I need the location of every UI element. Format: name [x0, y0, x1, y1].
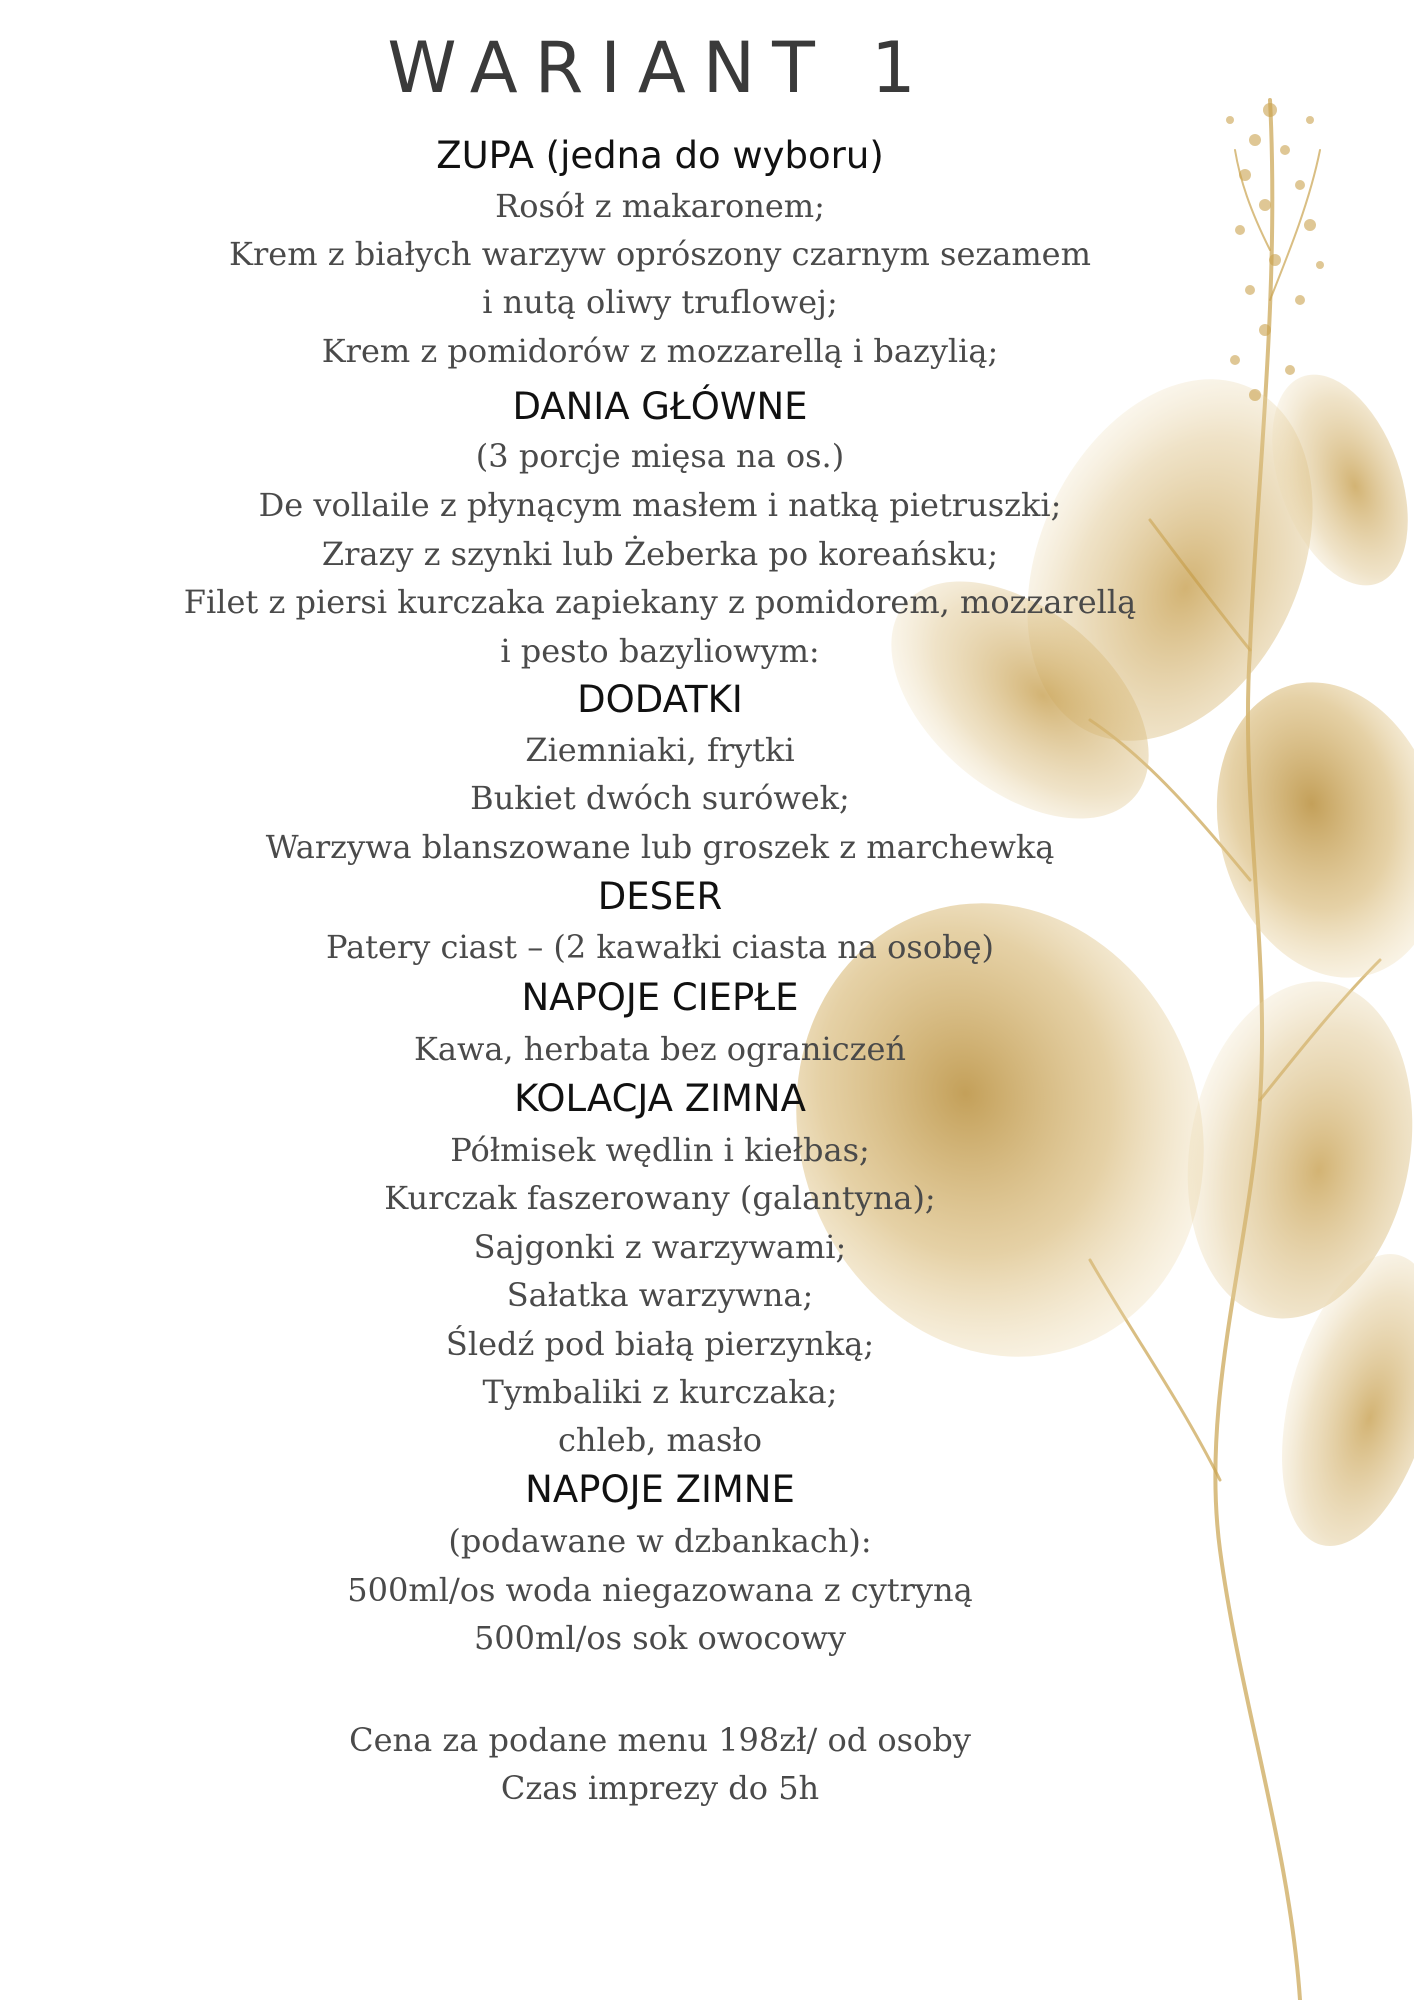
menu-item: Sajgonki z warzywami; [473, 1228, 847, 1266]
menu-item: Półmisek wędlin i kiełbas; [450, 1131, 870, 1169]
menu-item: Krem z białych warzyw oprószony czarnym sezamem [229, 235, 1091, 273]
menu-item: 500ml/os sok owocowy [473, 1619, 847, 1657]
menu-item: Krem z pomidorów z mozzarellą i bazylią; [321, 332, 999, 370]
section-heading-cold-dinner: KOLACJA ZIMNA [514, 1077, 806, 1120]
menu-item: Tymbaliki z kurczaka; [482, 1373, 838, 1411]
section-heading-soup: ZUPA (jedna do wyboru) [436, 134, 884, 177]
menu-item: Śledź pod białą pierzynką; [445, 1325, 875, 1363]
menu-item: (podawane w dzbankach): [448, 1522, 872, 1560]
section-heading-cold-drinks: NAPOJE ZIMNE [525, 1468, 795, 1511]
menu-item: i pesto bazyliowym: [500, 632, 820, 670]
page-title: WARIANT 1 [387, 27, 933, 109]
menu-item: De vollaile z płynącym masłem i natką pietruszki; [258, 486, 1062, 524]
price-line: Cena za podane menu 198zł/ od osoby [349, 1721, 971, 1759]
section-heading-dessert: DESER [597, 875, 723, 918]
menu-item: Kawa, herbata bez ograniczeń [413, 1030, 907, 1068]
menu-item: Ziemniaki, frytki [525, 731, 795, 769]
section-heading-main: DANIA GŁÓWNE [512, 385, 808, 428]
section-heading-hot-drinks: NAPOJE CIEPŁE [521, 976, 799, 1019]
menu-item: Warzywa blanszowane lub groszek z marchewką [265, 828, 1055, 866]
menu-item: chleb, masło [557, 1421, 762, 1459]
menu-item: Sałatka warzywna; [506, 1276, 814, 1314]
menu-item: Zrazy z szynki lub Żeberka po koreańsku; [321, 535, 999, 573]
menu-item: Bukiet dwóch surówek; [470, 779, 850, 817]
menu-item: Filet z piersi kurczaka zapiekany z pomidorem, mozzarellą [183, 583, 1137, 621]
duration-line: Czas imprezy do 5h [500, 1769, 820, 1807]
menu-item: i nutą oliwy truflowej; [482, 283, 838, 321]
section-heading-sides: DODATKI [577, 678, 743, 721]
menu-item: (3 porcje mięsa na os.) [475, 437, 845, 475]
menu-item: 500ml/os woda niegazowana z cytryną [347, 1571, 973, 1609]
menu-item: Rosół z makaronem; [495, 187, 825, 225]
menu-item: Kurczak faszerowany (galantyna); [384, 1179, 936, 1217]
menu-item: Patery ciast – (2 kawałki ciasta na osobę) [326, 928, 994, 966]
